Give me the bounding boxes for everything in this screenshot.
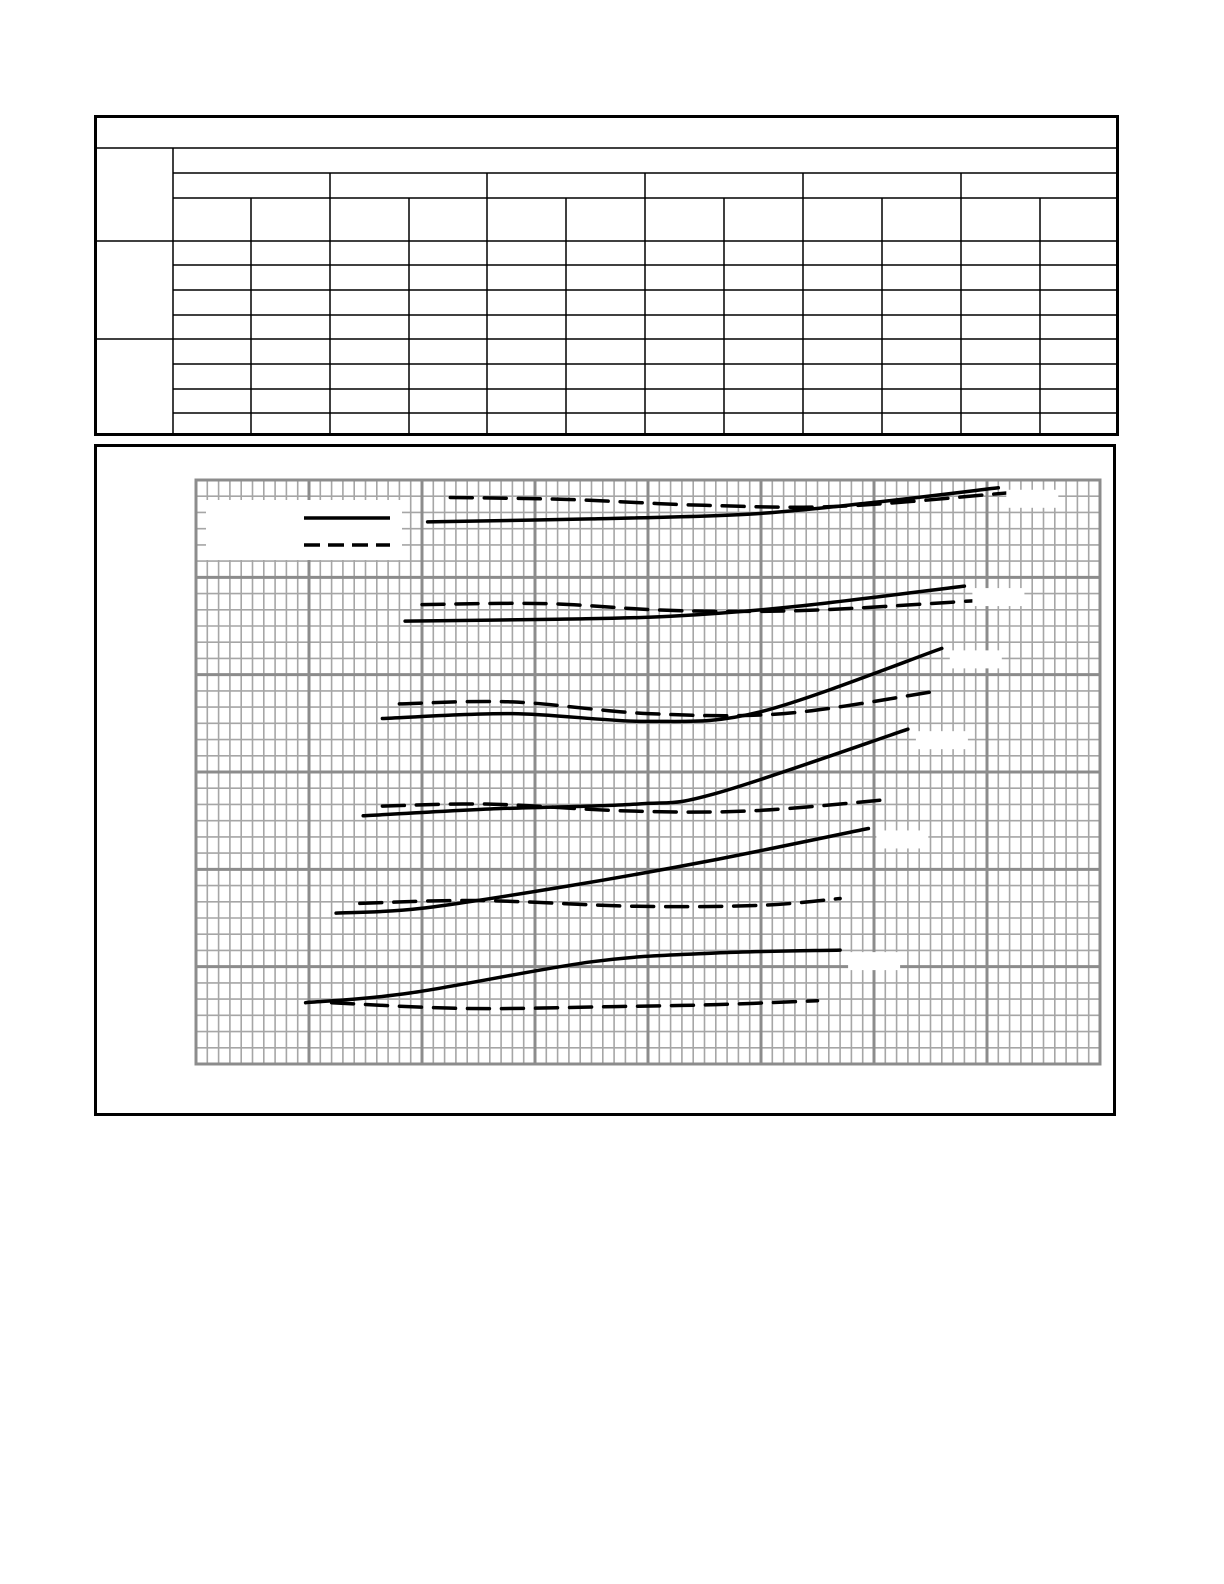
table-border: [96, 117, 1118, 435]
curve-label-box: [876, 830, 928, 848]
table-grid-lines: [95, 148, 1118, 435]
plot-area: [196, 480, 1100, 1064]
curve-label-box: [950, 650, 1002, 668]
curve-label-box: [972, 588, 1024, 606]
legend-box: [206, 500, 402, 560]
curve-label-box: [916, 731, 968, 749]
curve-label-box: [848, 952, 900, 970]
curve-label-box: [1006, 490, 1058, 508]
chart-panel: [94, 444, 1116, 1116]
data-table: [94, 115, 1119, 436]
legend: [206, 500, 402, 560]
